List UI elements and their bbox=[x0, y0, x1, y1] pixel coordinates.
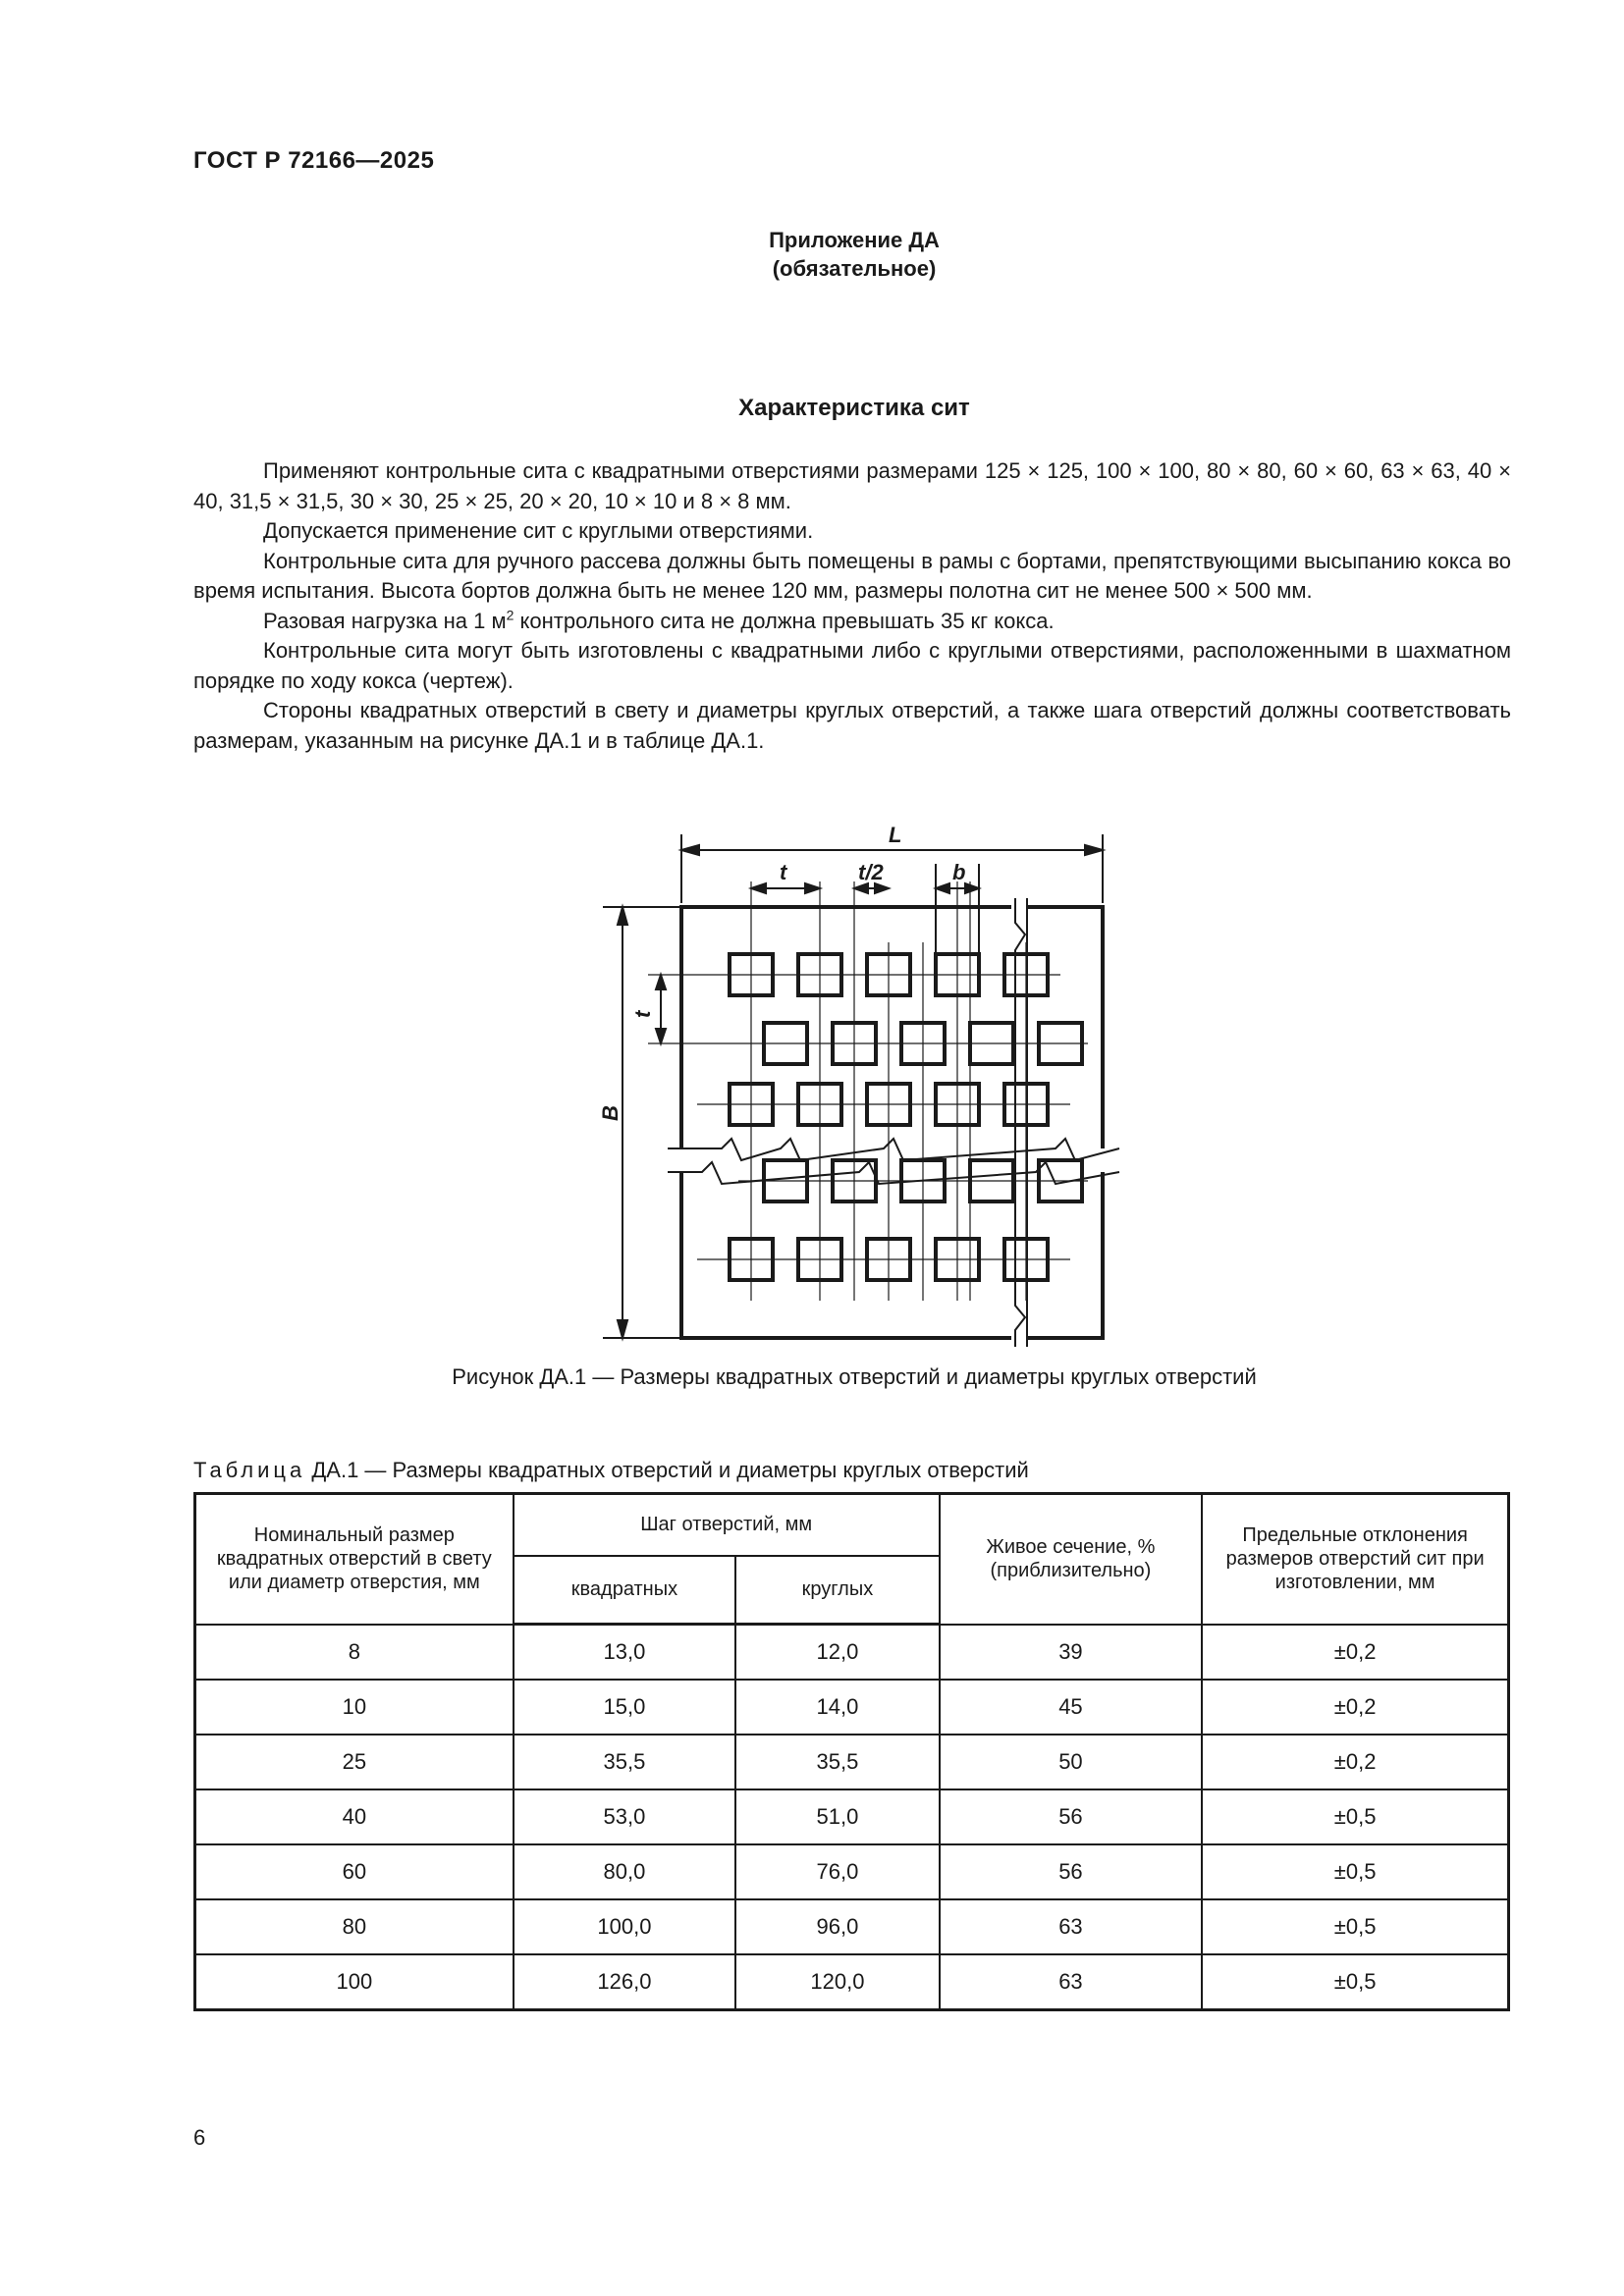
cell-tolerance: ±0,5 bbox=[1202, 1789, 1508, 1844]
paragraph-text: контрольного сита не должна превышать 35 кг кокса. bbox=[514, 608, 1055, 633]
cell-tolerance: ±0,2 bbox=[1202, 1735, 1508, 1789]
cell-nominal: 8 bbox=[195, 1625, 514, 1681]
header-open-area: Живое сечение, % (приблизительно) bbox=[940, 1494, 1203, 1625]
table-title-text: ДА.1 — Размеры квадратных отверстий и диаметры круглых отверстий bbox=[311, 1458, 1029, 1482]
header-pitch-square: квадратных bbox=[514, 1556, 736, 1625]
cell-pitch-square: 53,0 bbox=[514, 1789, 736, 1844]
cell-open-area: 63 bbox=[940, 1899, 1203, 1954]
annex-status: (обязательное) bbox=[772, 256, 937, 281]
page-number: 6 bbox=[193, 2125, 206, 2150]
cell-tolerance: ±0,2 bbox=[1202, 1625, 1508, 1681]
table-row bbox=[195, 1844, 1509, 1899]
cell-pitch-square: 80,0 bbox=[514, 1844, 736, 1899]
header-nominal-size: Номинальный размер квадратных отверстий в свету или диаметр отверстия, мм bbox=[195, 1494, 514, 1625]
label-t: t bbox=[780, 860, 787, 884]
table-title bbox=[193, 1458, 1029, 1483]
header-tolerance: Предельные отклонения размеров отверстий сит при изготовлении, мм bbox=[1202, 1494, 1508, 1625]
cell-pitch-round: 51,0 bbox=[735, 1789, 939, 1844]
paragraph bbox=[193, 607, 1511, 637]
paragraph: Стороны квадратных отверстий в свету и диаметры круглых отверстий, а также шага отверстий должны соответствовать размерам, указанным на рисунке ДА.1 и в таблице ДА.1. bbox=[193, 698, 1511, 753]
paragraph: Контрольные сита для ручного рассева должны быть помещены в рамы с бортами, препятствующими высыпанию кокса во время испытания. Высота бортов должна быть не менее 120 мм, размеры полотна сит не менее 500 × 500 мм. bbox=[193, 548, 1511, 603]
label-b: b bbox=[952, 860, 966, 884]
cell-pitch-round: 96,0 bbox=[735, 1899, 939, 1954]
cell-nominal: 10 bbox=[195, 1680, 514, 1735]
annex-title: Приложение ДА bbox=[769, 228, 940, 252]
cell-open-area: 63 bbox=[940, 1954, 1203, 2010]
dimension-t-vertical bbox=[656, 975, 666, 1043]
table-row bbox=[195, 1625, 1509, 1681]
cell-open-area: 50 bbox=[940, 1735, 1203, 1789]
standard-code: ГОСТ Р 72166—2025 bbox=[193, 147, 435, 174]
body-text bbox=[193, 456, 1511, 756]
header-pitch-round: круглых bbox=[735, 1556, 939, 1625]
cell-pitch-square: 13,0 bbox=[514, 1625, 736, 1681]
superscript: 2 bbox=[506, 607, 514, 623]
label-t-vertical: t bbox=[630, 1010, 655, 1018]
dimension-B bbox=[603, 907, 681, 1338]
cell-pitch-square: 100,0 bbox=[514, 1899, 736, 1954]
cell-pitch-round: 120,0 bbox=[735, 1954, 939, 2010]
label-t-half: t/2 bbox=[858, 860, 884, 884]
cell-tolerance: ±0,5 bbox=[1202, 1954, 1508, 2010]
table-row bbox=[195, 1789, 1509, 1844]
paragraph: Допускается применение сит с круглыми отверстиями. bbox=[263, 518, 814, 543]
table-row bbox=[195, 1954, 1509, 2010]
cell-open-area: 56 bbox=[940, 1844, 1203, 1899]
cell-tolerance: ±0,5 bbox=[1202, 1899, 1508, 1954]
cell-nominal: 100 bbox=[195, 1954, 514, 2010]
sieve-frame bbox=[681, 907, 1103, 1338]
cell-pitch-round: 35,5 bbox=[735, 1735, 939, 1789]
cell-open-area: 56 bbox=[940, 1789, 1203, 1844]
table-row bbox=[195, 1899, 1509, 1954]
sieve-table bbox=[193, 1492, 1510, 2011]
cell-pitch-square: 35,5 bbox=[514, 1735, 736, 1789]
cell-open-area: 39 bbox=[940, 1625, 1203, 1681]
sieve-drawing bbox=[579, 817, 1129, 1352]
cell-nominal: 60 bbox=[195, 1844, 514, 1899]
table-label: Таблица bbox=[193, 1458, 306, 1482]
label-B: B bbox=[598, 1105, 623, 1121]
cell-nominal: 40 bbox=[195, 1789, 514, 1844]
cell-nominal: 25 bbox=[195, 1735, 514, 1789]
cell-tolerance: ±0,5 bbox=[1202, 1844, 1508, 1899]
cell-nominal: 80 bbox=[195, 1899, 514, 1954]
paragraph-text: Разовая нагрузка на 1 м bbox=[263, 608, 507, 633]
paragraph: Контрольные сита могут быть изготовлены с квадратными либо с круглыми отверстиями, расположенными в шахматном порядке по ходу кокса (чертеж). bbox=[193, 638, 1511, 693]
label-L: L bbox=[889, 823, 902, 847]
paragraph: Применяют контрольные сита с квадратными отверстиями размерами 125 × 125, 100 × 100, 80 × 80, 60 × 60, 63 × 63, 40 × 40, 31,5 × 31,5, 30 × 30, 25 × 25, 20 × 20, 10 × 10 и 8 × 8 мм. bbox=[193, 458, 1511, 513]
table-row bbox=[195, 1680, 1509, 1735]
cell-pitch-square: 15,0 bbox=[514, 1680, 736, 1735]
header-pitch: Шаг отверстий, мм bbox=[514, 1494, 940, 1556]
cell-pitch-round: 76,0 bbox=[735, 1844, 939, 1899]
cell-tolerance: ±0,2 bbox=[1202, 1680, 1508, 1735]
cell-open-area: 45 bbox=[940, 1680, 1203, 1735]
section-title: Характеристика сит bbox=[738, 395, 970, 421]
figure-caption: Рисунок ДА.1 — Размеры квадратных отверстий и диаметры круглых отверстий bbox=[452, 1364, 1257, 1389]
table-row bbox=[195, 1735, 1509, 1789]
cell-pitch-round: 12,0 bbox=[735, 1625, 939, 1681]
cell-pitch-square: 126,0 bbox=[514, 1954, 736, 2010]
cell-pitch-round: 14,0 bbox=[735, 1680, 939, 1735]
